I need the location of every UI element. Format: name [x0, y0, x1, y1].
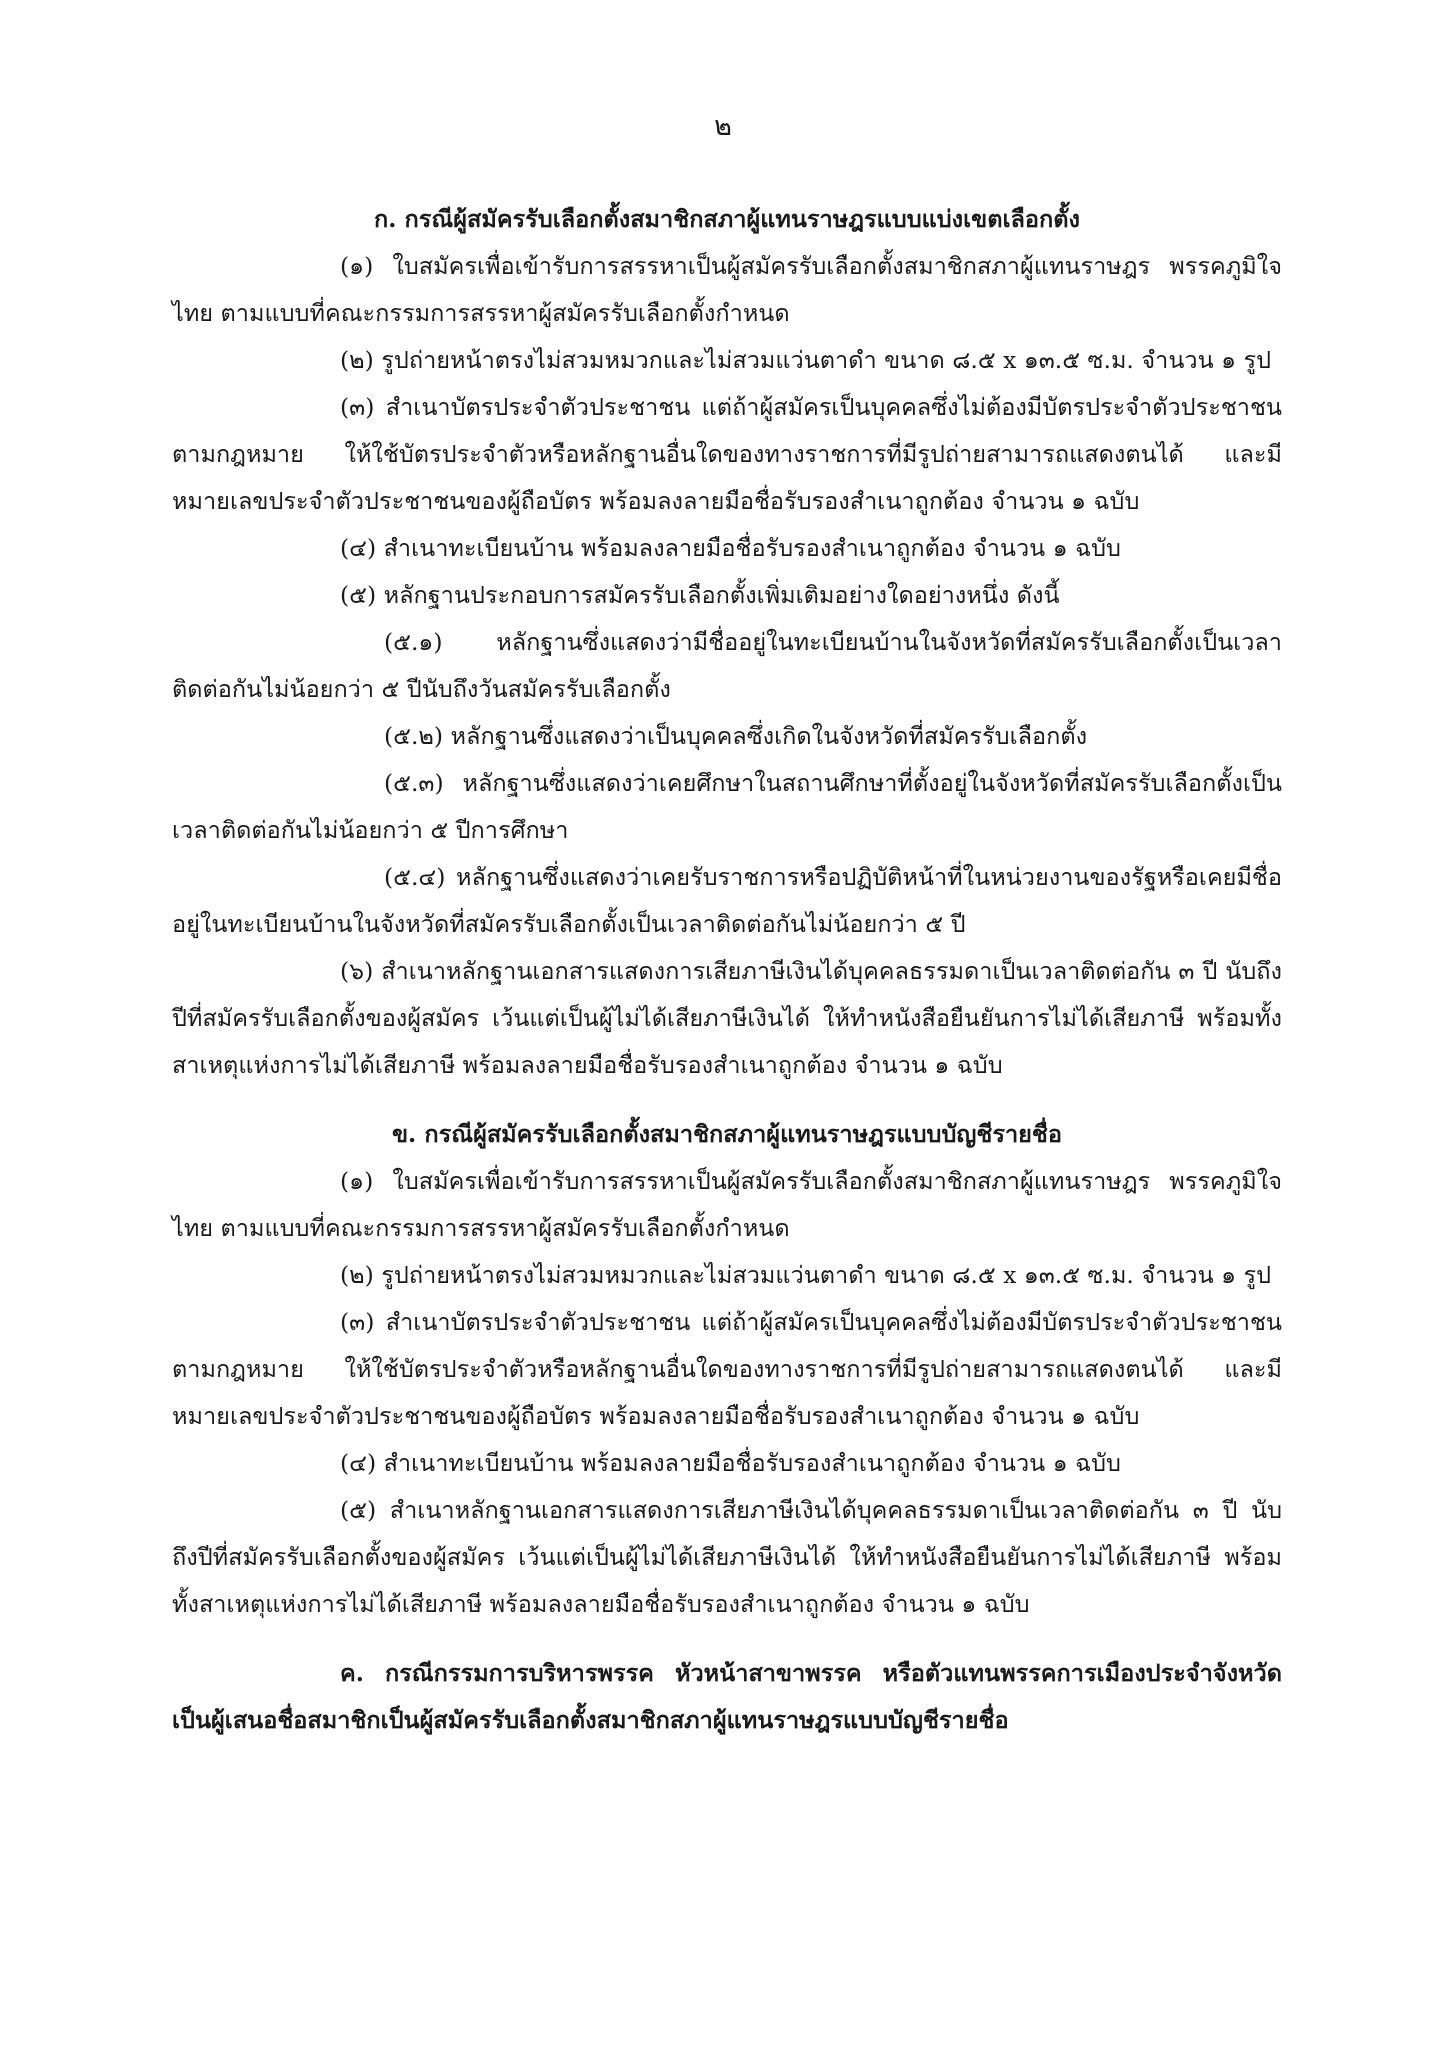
section-b-item-5: (๕) สำเนาหลักฐานเอกสารแสดงการเสียภาษีเงินได้บุคคลธรรมดาเป็นเวลาติดต่อกัน ๓ ปี นับถึงปีที่สมัครรับเลือกตั้งของผู้สมัคร เว้นแต่เป็นผู้ไม่ได้เสียภาษีเงินได้ ให้ทำหนังสือยืนยันการไม่ได้เสียภาษี พร้อมทั้งสาเหตุแห่งการไม่ได้เสียภาษี พร้อมลงลายมือชื่อรับรองสำเนาถูกต้อง จำนวน ๑ ฉบับ: [172, 1496, 1282, 1618]
section-a-subitem-5-4: (๕.๔) หลักฐานซึ่งแสดงว่าเคยรับราชการหรือปฏิบัติหน้าที่ในหน่วยงานของรัฐหรือเคยมีชื่ออยู่ในทะเบียนบ้านในจังหวัดที่สมัครรับเลือกตั้งเป็นเวลาติดต่อกันไม่น้อยกว่า ๕ ปี: [172, 863, 1282, 938]
section-a-subitem-5-1: (๕.๑) หลักฐานซึ่งแสดงว่ามีชื่ออยู่ในทะเบียนบ้านในจังหวัดที่สมัครรับเลือกตั้งเป็นเวลาติดต่อกันไม่น้อยกว่า ๕ ปีนับถึงวันสมัครรับเลือกตั้ง: [172, 628, 1282, 703]
section-a-item-2: (๒) รูปถ่ายหน้าตรงไม่สวมหมวกและไม่สวมแว่นตาดำ ขนาด ๘.๕ x ๑๓.๕ ซ.ม. จำนวน ๑ รูป: [340, 346, 1272, 374]
section-spacer: [172, 1089, 1282, 1111]
section-a-item-4: (๔) สำเนาทะเบียนบ้าน พร้อมลงลายมือชื่อรับรองสำเนาถูกต้อง จำนวน ๑ ฉบับ: [340, 534, 1121, 562]
section-a-subitem-5-3: (๕.๓) หลักฐานซึ่งแสดงว่าเคยศึกษาในสถานศึกษาที่ตั้งอยู่ในจังหวัดที่สมัครรับเลือกตั้งเป็นเวลาติดต่อกันไม่น้อยกว่า ๕ ปีการศึกษา: [172, 769, 1282, 844]
section-b-item-4: (๔) สำเนาทะเบียนบ้าน พร้อมลงลายมือชื่อรับรองสำเนาถูกต้อง จำนวน ๑ ฉบับ: [340, 1449, 1121, 1477]
section-spacer: [172, 1628, 1282, 1650]
section-b-item-1: (๑) ใบสมัครเพื่อเข้ารับการสรรหาเป็นผู้สมัครรับเลือกตั้งสมาชิกสภาผู้แทนราษฎร พรรคภูมิใจไทย ตามแบบที่คณะกรรมการสรรหาผู้สมัครรับเลือกตั้งกำหนด: [172, 1167, 1282, 1242]
section-a-item-3: (๓) สำเนาบัตรประจำตัวประชาชน แต่ถ้าผู้สมัครเป็นบุคคลซึ่งไม่ต้องมีบัตรประจำตัวประชาชนตามกฎหมาย ให้ใช้บัตรประจำตัวหรือหลักฐานอื่นใดของทางราชการที่มีรูปถ่ายสามารถแสดงตนได้ และมีหมายเลขประจำตัวประชาชนของผู้ถือบัตร พร้อมลงลายมือชื่อรับรองสำเนาถูกต้อง จำนวน ๑ ฉบับ: [172, 393, 1282, 515]
section-a-heading: ก. กรณีผู้สมัครรับเลือกตั้งสมาชิกสภาผู้แทนราษฎรแบบแบ่งเขตเลือกตั้ง: [373, 205, 1081, 233]
section-a-subitem-5-2: (๕.๒) หลักฐานซึ่งแสดงว่าเป็นบุคคลซึ่งเกิดในจังหวัดที่สมัครรับเลือกตั้ง: [384, 722, 1088, 750]
page-number: ๒: [714, 111, 732, 142]
section-b-item-2: (๒) รูปถ่ายหน้าตรงไม่สวมหมวกและไม่สวมแว่นตาดำ ขนาด ๘.๕ x ๑๓.๕ ซ.ม. จำนวน ๑ รูป: [340, 1261, 1272, 1289]
section-a-item-5: (๕) หลักฐานประกอบการสมัครรับเลือกตั้งเพิ่มเติมอย่างใดอย่างหนึ่ง ดังนี้: [340, 581, 1060, 609]
section-a-item-1: (๑) ใบสมัครเพื่อเข้ารับการสรรหาเป็นผู้สมัครรับเลือกตั้งสมาชิกสภาผู้แทนราษฎร พรรคภูมิใจไทย ตามแบบที่คณะกรรมการสรรหาผู้สมัครรับเลือกตั้งกำหนด: [172, 252, 1282, 327]
section-b-item-3: (๓) สำเนาบัตรประจำตัวประชาชน แต่ถ้าผู้สมัครเป็นบุคคลซึ่งไม่ต้องมีบัตรประจำตัวประชาชนตามกฎหมาย ให้ใช้บัตรประจำตัวหรือหลักฐานอื่นใดของทางราชการที่มีรูปถ่ายสามารถแสดงตนได้ และมีหมายเลขประจำตัวประชาชนของผู้ถือบัตร พร้อมลงลายมือชื่อรับรองสำเนาถูกต้อง จำนวน ๑ ฉบับ: [172, 1308, 1282, 1430]
section-a-item-6: (๖) สำเนาหลักฐานเอกสารแสดงการเสียภาษีเงินได้บุคคลธรรมดาเป็นเวลาติดต่อกัน ๓ ปี นับถึงปีที่สมัครรับเลือกตั้งของผู้สมัคร เว้นแต่เป็นผู้ไม่ได้เสียภาษีเงินได้ ให้ทำหนังสือยืนยันการไม่ได้เสียภาษี พร้อมทั้งสาเหตุแห่งการไม่ได้เสียภาษี พร้อมลงลายมือชื่อรับรองสำเนาถูกต้อง จำนวน ๑ ฉบับ: [172, 957, 1282, 1079]
section-c-heading: ค. กรณีกรรมการบริหารพรรค หัวหน้าสาขาพรรค หรือตัวแทนพรรคการเมืองประจำจังหวัด เป็นผู้เสนอชื่อสมาชิกเป็นผู้สมัครรับเลือกตั้งสมาชิกสภาผู้แทนราษฎรแบบบัญชีรายชื่อ: [172, 1659, 1282, 1734]
section-b-heading: ข. กรณีผู้สมัครรับเลือกตั้งสมาชิกสภาผู้แทนราษฎรแบบบัญชีรายชื่อ: [391, 1120, 1062, 1148]
document-body: [172, 196, 1282, 1744]
